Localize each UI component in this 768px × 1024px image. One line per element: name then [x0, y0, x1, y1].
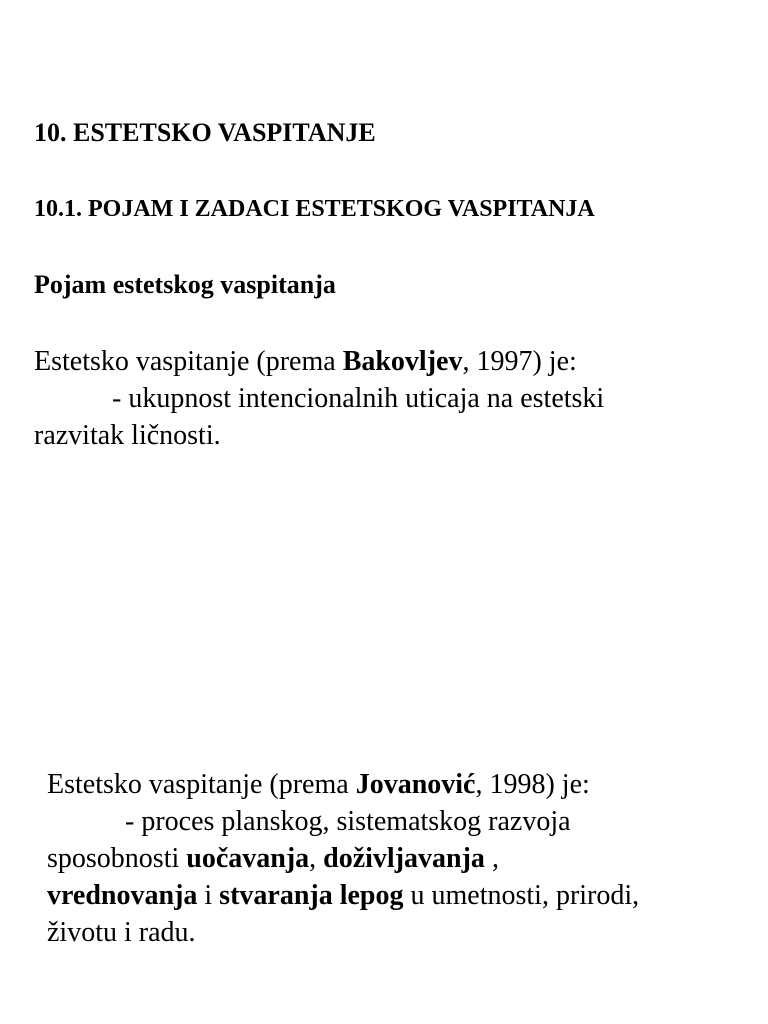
plain-text: sposobnosti: [47, 843, 187, 874]
definition-year-text: , 1997) je:: [462, 346, 577, 377]
definition-bakovljev: [34, 343, 734, 454]
definition-year-text: , 1998) je:: [475, 769, 590, 800]
term-vrednovanja: vrednovanja: [47, 880, 198, 911]
term-stvaranja-lepog: stvaranja lepog: [219, 880, 404, 911]
definition-jovanovic-line-2: - proces planskog, sistematskog razvoja: [125, 806, 571, 837]
definition-jovanovic-line-4: [47, 877, 747, 914]
conjunction-text: i: [197, 880, 220, 911]
definition-bakovljev-line-2: - ukupnost intencionalnih uticaja na estetski: [112, 383, 605, 414]
term-dozivljavanja: doživljavanja: [323, 843, 485, 874]
separator-text: ,: [309, 843, 324, 874]
definition-jovanovic-line-5: životu i radu.: [47, 917, 196, 948]
subsection-heading: Pojam estetskog vaspitanja: [34, 270, 336, 299]
section-heading: 10.1. POJAM I ZADACI ESTETSKOG VASPITANJA: [34, 196, 595, 222]
definition-intro-text: Estetsko vaspitanje (prema: [47, 769, 356, 800]
author-jovanovic: Jovanović: [355, 769, 476, 800]
definition-jovanovic: [47, 766, 747, 951]
plain-text: u umetnosti, prirodi,: [403, 880, 640, 911]
author-bakovljev: Bakovljev: [342, 346, 463, 377]
chapter-heading: 10. ESTETSKO VASPITANJE: [34, 118, 376, 147]
definition-intro-text: Estetsko vaspitanje (prema: [34, 346, 343, 377]
definition-jovanovic-line-1: [47, 766, 747, 803]
separator-text: ,: [484, 843, 499, 874]
definition-jovanovic-line-3: [47, 840, 747, 877]
term-uocavanja: uočavanja: [186, 843, 310, 874]
definition-bakovljev-line-1: [34, 343, 734, 380]
definition-bakovljev-line-3: razvitak ličnosti.: [34, 420, 221, 451]
